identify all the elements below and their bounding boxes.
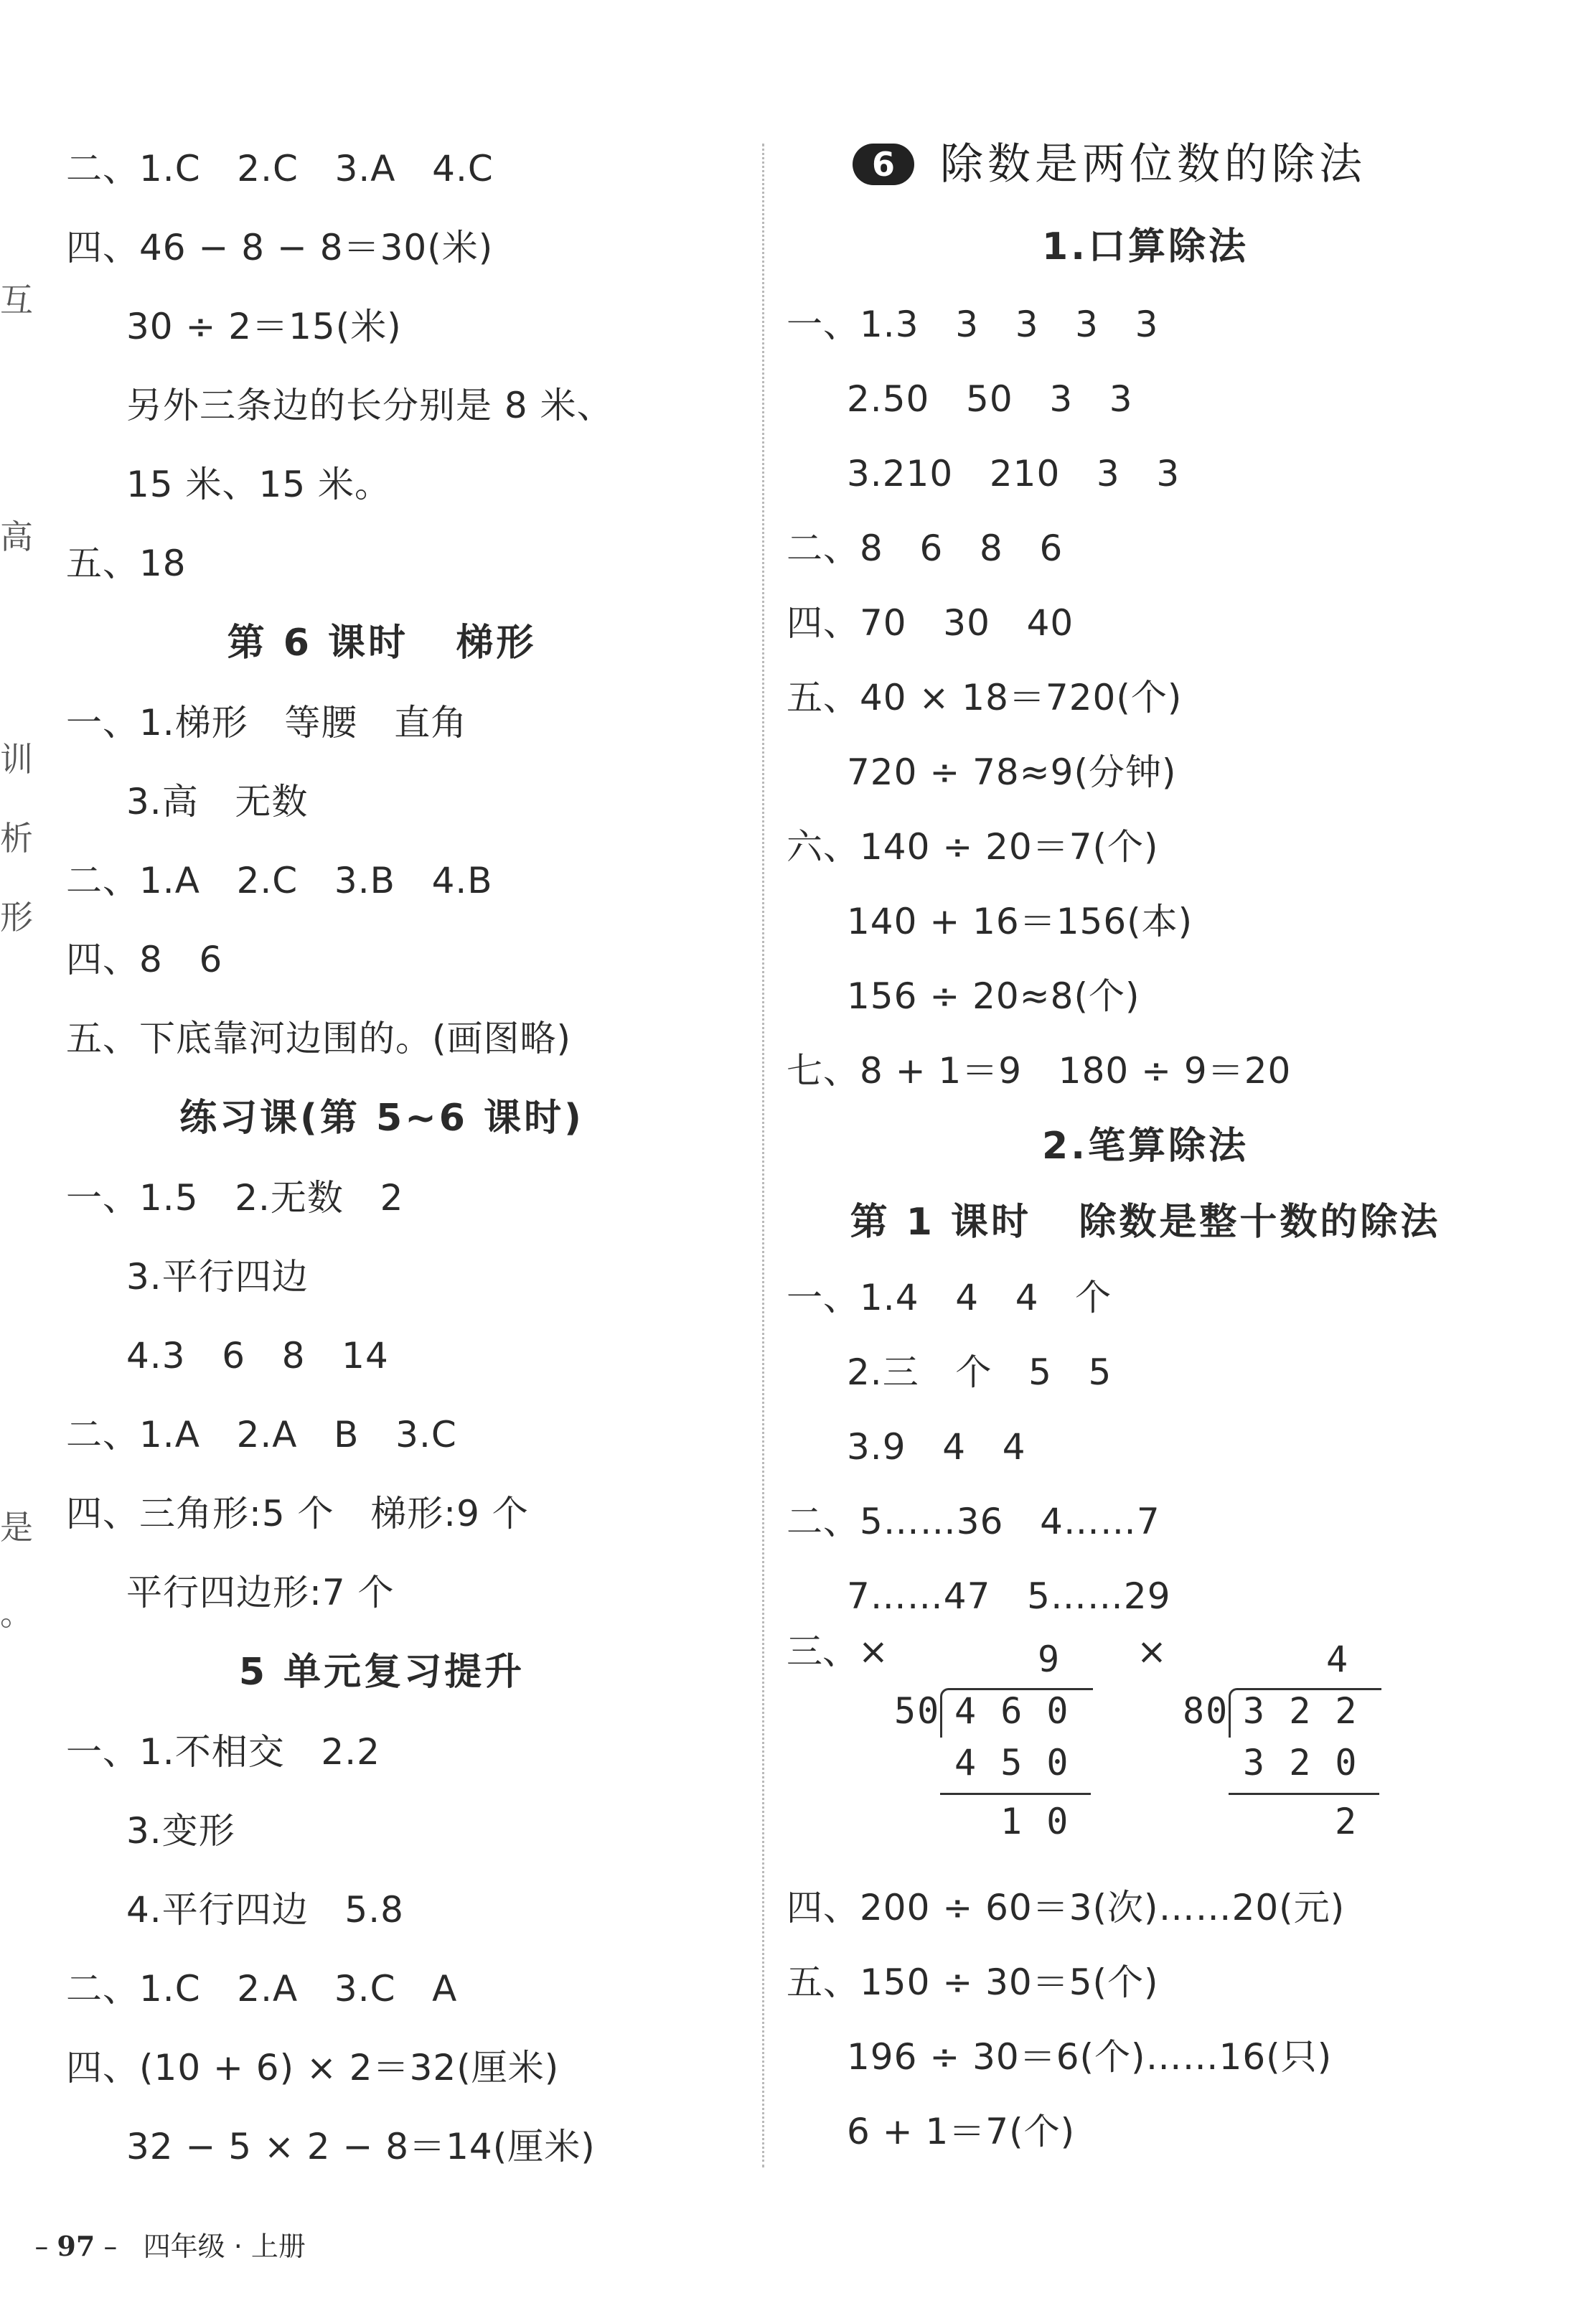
answer-line: 32 − 5 × 2 − 8＝14(厘米) xyxy=(126,2126,596,2167)
answer-line: 四、三角形:5 个 梯形:9 个 xyxy=(66,1493,529,1534)
answer-line: 一、1.不相交 2.2 xyxy=(66,1731,380,1773)
answer-line: 平行四边形:7 个 xyxy=(126,1572,395,1613)
remainder: 1 0 xyxy=(1000,1801,1070,1842)
answer-line: 二、1.C 2.C 3.A 4.C xyxy=(66,148,494,189)
chapter-number-badge: 6 xyxy=(853,144,914,185)
question-label: × xyxy=(1137,1631,1167,1672)
answer-line: 二、1.C 2.A 3.C A xyxy=(66,1968,458,2010)
answer-line: 四、70 30 40 xyxy=(787,602,1074,644)
answer-line: 另外三条边的长分别是 8 米、 xyxy=(126,385,614,426)
answer-line: 30 ÷ 2＝15(米) xyxy=(126,306,402,347)
product: 3 2 0 xyxy=(1243,1742,1358,1783)
chapter-header xyxy=(787,122,1547,207)
quotient: 9 xyxy=(1038,1639,1061,1680)
edge-fragment: 互 xyxy=(0,281,33,319)
answer-line: 一、1.4 4 4 个 xyxy=(787,1277,1112,1318)
section-heading: 1.口算除法 xyxy=(1042,225,1249,268)
answer-line: 3.210 210 3 3 xyxy=(847,453,1180,494)
page-footer xyxy=(0,2182,306,2262)
remainder: 2 xyxy=(1335,1801,1358,1842)
answer-line: 720 ÷ 78≈9(分钟) xyxy=(847,751,1177,793)
section-heading: 5 单元复习提升 xyxy=(238,1651,525,1694)
answer-line: 四、46 − 8 − 8＝30(米) xyxy=(66,227,494,268)
answer-line: 6 + 1＝7(个) xyxy=(847,2111,1076,2152)
answer-line: 四、200 ÷ 60＝3(次)……20(元) xyxy=(787,1887,1346,1928)
long-division-2 xyxy=(1183,1633,1398,1856)
answer-line: 3.高 无数 xyxy=(126,781,309,822)
answer-line: 196 ÷ 30＝6(个)……16(只) xyxy=(847,2036,1333,2078)
answer-line: 156 ÷ 20≈8(个) xyxy=(847,975,1140,1017)
quotient: 4 xyxy=(1326,1639,1350,1680)
answer-line: 3.9 4 4 xyxy=(847,1426,1026,1468)
answer-line: 2.三 个 5 5 xyxy=(847,1351,1112,1393)
product: 4 5 0 xyxy=(954,1742,1070,1783)
answer-line: 4.3 6 8 14 xyxy=(126,1335,389,1377)
answer-line: 五、150 ÷ 30＝5(个) xyxy=(787,1961,1159,2003)
edge-fragment: 是 xyxy=(0,1508,33,1547)
answer-line: 五、40 × 18＝720(个) xyxy=(787,677,1183,718)
page-number: 97 xyxy=(57,2230,95,2262)
answer-line: 一、1.梯形 等腰 直角 xyxy=(66,702,468,744)
left-column xyxy=(66,129,741,2186)
long-division-answers xyxy=(787,1633,1547,1870)
section-heading: 练习课(第 5~6 课时) xyxy=(179,1097,584,1140)
answer-line: 3.平行四边 xyxy=(126,1256,309,1298)
answer-line: 四、(10 + 6) × 2＝32(厘米) xyxy=(66,2047,560,2089)
question-label: 三、× xyxy=(787,1631,888,1672)
footer-dash: – xyxy=(34,2231,57,2262)
footer-dash: – xyxy=(95,2231,144,2262)
section-heading: 2.笔算除法 xyxy=(1042,1125,1249,1168)
answer-line: 一、1.3 3 3 3 3 xyxy=(787,304,1159,345)
answer-line: 七、8 + 1＝9 180 ÷ 9＝20 xyxy=(787,1050,1292,1092)
answer-line: 二、1.A 2.C 3.B 4.B xyxy=(66,860,493,901)
answer-line: 六、140 ÷ 20＝7(个) xyxy=(787,826,1159,868)
edge-fragment: 析 xyxy=(0,819,33,858)
answer-line: 五、下底靠河边围的。(画图略) xyxy=(66,1018,572,1059)
dividend: 4 6 0 xyxy=(954,1690,1070,1732)
answer-line: 2.50 50 3 3 xyxy=(847,378,1133,420)
dividend: 3 2 2 xyxy=(1243,1690,1358,1732)
right-column xyxy=(787,122,1547,2169)
chapter-title: 除数是两位数的除法 xyxy=(940,139,1366,189)
answer-line: 3.变形 xyxy=(126,1810,235,1852)
answer-line: 二、5……36 4……7 xyxy=(787,1501,1160,1542)
edge-fragment: 训 xyxy=(0,740,33,779)
divisor: 80 xyxy=(1183,1690,1229,1732)
answer-line: 一、1.5 2.无数 2 xyxy=(66,1177,404,1219)
answer-line: 五、18 xyxy=(66,543,187,584)
answer-line: 二、1.A 2.A B 3.C xyxy=(66,1414,457,1455)
grade-label: 四年级 · 上册 xyxy=(143,2231,306,2262)
answer-line: 二、8 6 8 6 xyxy=(787,528,1064,569)
section-heading: 第 6 课时 梯形 xyxy=(227,622,537,665)
long-division-1 xyxy=(894,1633,1109,1856)
lesson-heading: 第 1 课时 除数是整十数的除法 xyxy=(850,1201,1441,1244)
divisor: 50 xyxy=(894,1690,941,1732)
subtraction-rule xyxy=(1229,1793,1379,1795)
answer-line: 4.平行四边 5.8 xyxy=(126,1889,404,1931)
answer-line: 140 + 16＝156(本) xyxy=(847,901,1193,942)
answer-line: 7……47 5……29 xyxy=(847,1575,1171,1617)
subtraction-rule xyxy=(940,1793,1091,1795)
edge-fragment: 。 xyxy=(0,1594,33,1633)
edge-fragment: 形 xyxy=(0,898,33,937)
column-divider xyxy=(762,144,764,2167)
edge-fragment: 高 xyxy=(0,517,33,556)
answer-line: 四、8 6 xyxy=(66,939,223,980)
answer-line: 15 米、15 米。 xyxy=(126,464,392,505)
